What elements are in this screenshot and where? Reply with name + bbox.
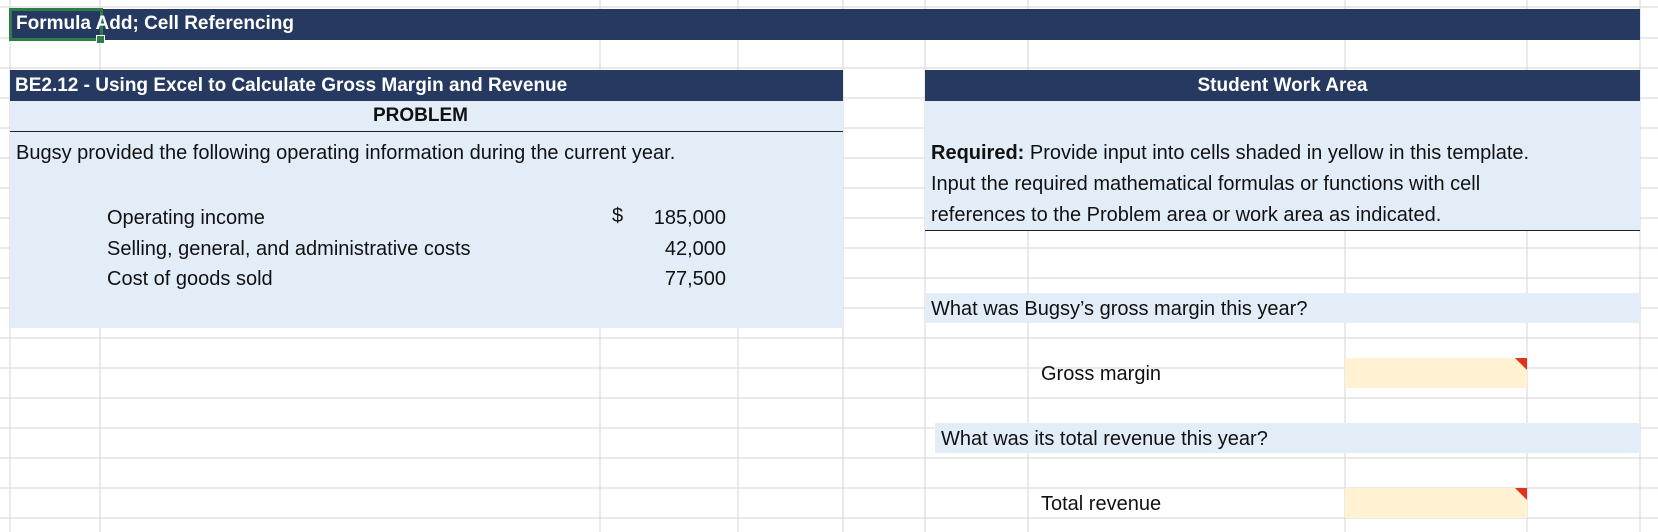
required-line-3: references to the Problem area or work area as indicated. (931, 204, 1442, 226)
comment-indicator-icon[interactable] (1515, 488, 1527, 500)
required-text-1: Provide input into cells shaded in yellow in this template. (1024, 142, 1530, 164)
work-area-header-text: Student Work Area (1197, 75, 1368, 96)
question-1: What was Bugsy’s gross margin this year? (931, 298, 1308, 320)
gross-margin-input[interactable] (1345, 358, 1527, 388)
required-line-1 (931, 139, 1529, 167)
sga-costs-label: Selling, general, and administrative costs (107, 238, 471, 260)
problem-intro: Bugsy provided the following operating information during the current year. (16, 142, 676, 164)
problem-subheader-border (10, 131, 843, 132)
comment-indicator-icon[interactable] (1515, 358, 1527, 370)
sga-costs-value: 42,000 (664, 238, 726, 260)
total-revenue-input[interactable] (1345, 488, 1527, 518)
required-label: Required: (931, 142, 1025, 164)
operating-income-value: 185,000 (653, 207, 726, 229)
title-text (16, 10, 294, 38)
operating-income-label: Operating income (107, 207, 265, 229)
cogs-label: Cost of goods sold (107, 268, 273, 290)
problem-subheader: PROBLEM (373, 105, 468, 126)
selected-cell-text[interactable]: Formula (16, 13, 91, 34)
gross-margin-label: Gross margin (1041, 363, 1162, 385)
question-2: What was its total revenue this year? (941, 428, 1268, 450)
title-rest-text: Add; Cell Referencing (90, 13, 294, 34)
required-line-2: Input the required mathematical formulas or functions with cell (931, 173, 1481, 195)
cogs-value: 77,500 (664, 268, 726, 290)
total-revenue-label: Total revenue (1041, 493, 1162, 515)
currency-symbol: $ (612, 205, 624, 227)
problem-header-text: BE2.12 - Using Excel to Calculate Gross Margin and Revenue (15, 75, 568, 96)
